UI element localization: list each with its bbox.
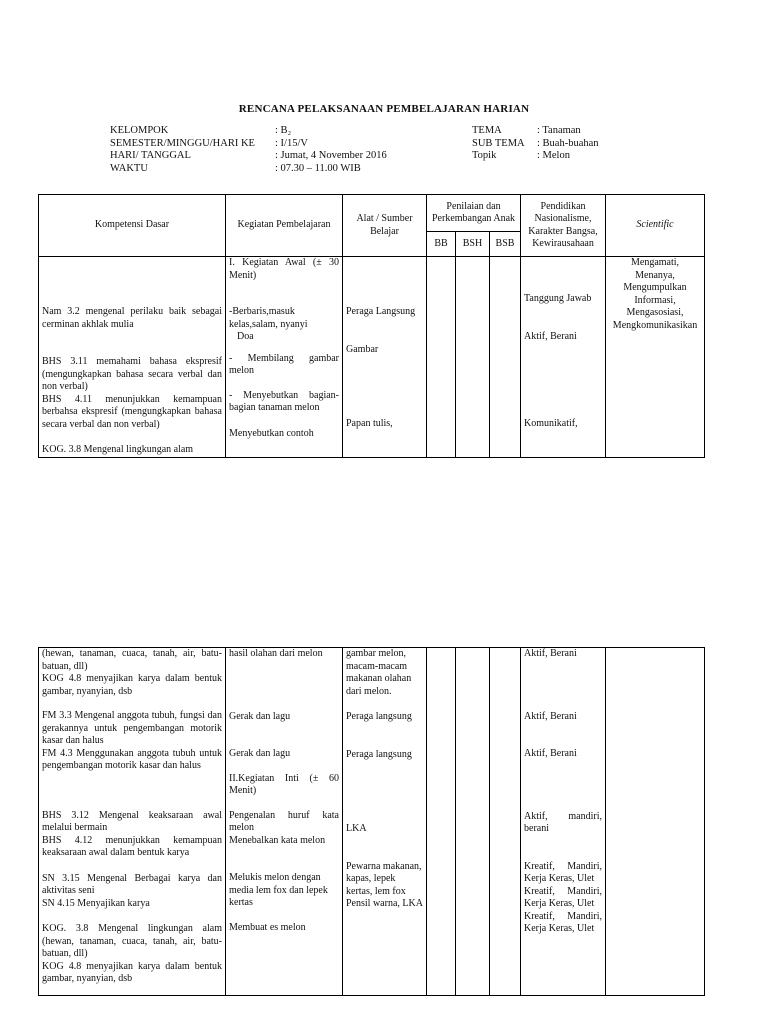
kd-item: KOG. 3.8 Mengenal lingkungan alam (hewan, tanaman, cuaca, tanah, air, batu-batuan, dll) — [42, 923, 222, 959]
sci-item: Mengkomunikasikan — [612, 319, 698, 331]
kp-item: - Membilang gambar melon — [229, 352, 339, 376]
kd-item: BHS 4.11 menunjukkan kemampuan berbahsa ekspresif (mengungkapkan bahasa secara verbal dan non verbal) — [42, 393, 222, 430]
info-label: WAKTU — [110, 162, 148, 174]
alat-item: Peraga Langsung — [346, 306, 416, 317]
alat-item: Pensil warna, LKA — [346, 898, 423, 909]
pn-item: Kreatif, Mandiri, Kerja Keras, Ulet — [524, 860, 602, 884]
header-penilaian: Penilaian dan Perkembangan Anak — [427, 195, 521, 232]
pn-cell — [521, 648, 606, 996]
kd-item: Nam 3.2 mengenal perilaku baik sebagai cerminan akhlak mulia — [42, 306, 222, 330]
pn-item: Kreatif, Mandiri, Kerja Keras, Ulet — [524, 910, 602, 934]
pn-item: Aktif, Berani — [524, 748, 577, 759]
alat-item: Peraga langsung — [346, 711, 412, 722]
kp-item: Gerak dan lagu — [229, 748, 291, 759]
alat-item: LKA — [346, 823, 367, 834]
bsb-cell — [490, 648, 521, 996]
kp-item: Pengenalan huruf kata melon — [229, 809, 339, 833]
info-value: : I/15/V — [275, 137, 308, 149]
rpph-table-page1 — [38, 194, 705, 458]
kd-item: SN 4.15 Menyajikan karya — [42, 897, 150, 909]
alat-item: Gambar — [346, 343, 379, 355]
kp-item: Menebalkan kata melon — [229, 834, 326, 846]
bsh-cell — [456, 648, 490, 996]
alat-item: Papan tulis, — [346, 418, 393, 429]
sci-cell — [606, 648, 705, 996]
kp-item: II.Kegiatan Inti (± 60 Menit) — [229, 772, 339, 796]
header-pendidikan-nasionalisme: Pendidikan Nasionalisme, Karakter Bangsa, Kewirausahaan — [521, 195, 606, 257]
info-value: : B₂ — [275, 125, 292, 136]
kp-item: -Berbaris,masuk kelas,salam, nyanyi — [229, 306, 308, 330]
header-bsh: BSH — [456, 232, 490, 257]
header-scientific: Scientific — [606, 195, 705, 257]
rpph-table-page2 — [38, 647, 705, 996]
info-label: SEMESTER/MINGGU/HARI KE — [110, 137, 255, 149]
kp-item: Melukis melon dengan media lem fox dan lepek kertas — [229, 872, 328, 908]
sci-cell — [606, 257, 705, 458]
kp-item: hasil olahan dari melon — [229, 648, 323, 659]
header-kompetensi-dasar: Kompetensi Dasar — [39, 195, 226, 257]
kd-item: BHS 3.12 Mengenal keaksaraan awal melalui bermain — [42, 809, 222, 833]
pn-cell — [521, 257, 606, 458]
header-kegiatan-pembelajaran: Kegiatan Pembelajaran — [226, 195, 343, 257]
kp-item: Gerak dan lagu — [229, 710, 291, 722]
kd-item: FM 3.3 Mengenal anggota tubuh, fungsi dan gerakannya untuk pengembangan motorik kasar dan halus — [42, 710, 222, 746]
info-value: : Melon — [537, 150, 570, 161]
kd-item: FM 4.3 Menggunakan anggota tubuh untuk pengembangan motorik kasar dan halus — [42, 747, 222, 771]
sci-item: Mengamati, — [630, 257, 680, 268]
kd-item: KOG 4.8 menyajikan karya dalam bentuk gambar, nyanyian, dsb — [42, 673, 222, 697]
bb-cell — [427, 648, 456, 996]
pn-item: Tanggung Jawab — [524, 293, 592, 304]
sci-item: Menanya, — [635, 269, 675, 281]
info-label: KELOMPOK — [110, 125, 169, 136]
kd-item: BHS 3.11 memahami bahasa ekspresif (mengungkapkan bahasa secara verbal dan non verbal) — [42, 356, 222, 392]
pn-item: Komunikatif, — [524, 418, 578, 429]
document-title: RENCANA PELAKSANAAN PEMBELAJARAN HARIAN — [238, 103, 530, 115]
pn-item: Aktif, mandiri, berani — [524, 810, 602, 834]
kd-cell — [39, 648, 226, 996]
alat-item: Pewarna makanan, kapas, lepek kertas, lem fox — [346, 860, 422, 897]
info-label: SUB TEMA — [472, 137, 525, 149]
info-value: : Jumat, 4 November 2016 — [275, 150, 387, 161]
bb-cell — [427, 257, 456, 458]
alat-cell — [343, 648, 427, 996]
info-left — [110, 125, 387, 175]
alat-item: Peraga langsung — [346, 748, 412, 760]
info-label: HARI/ TANGGAL — [110, 150, 191, 161]
kd-item: BHS 4.12 menunjukkan kemampuan keaksaraan awal dalam bentuk karya — [42, 834, 222, 858]
header-alat-sumber: Alat / Sumber Belajar — [343, 195, 427, 257]
sci-item: Mengasosiasi, — [626, 307, 684, 318]
header-bsb: BSB — [490, 232, 521, 257]
kd-cell — [39, 257, 226, 458]
kp-cell — [226, 257, 343, 458]
info-value: : Tanaman — [537, 125, 581, 136]
header-bb: BB — [427, 232, 456, 257]
sci-item: Mengumpulkan Informasi, — [623, 282, 687, 306]
kd-item: KOG 4.8 menyajikan karya dalam bentuk gambar, nyanyian, dsb — [42, 960, 222, 984]
info-value: : 07.30 – 11.00 WIB — [275, 162, 361, 174]
kp-cell — [226, 648, 343, 996]
alat-cell — [343, 257, 427, 458]
pn-item: Aktif, Berani — [524, 710, 577, 722]
kp-item: Membuat es melon — [229, 921, 306, 933]
bsb-cell — [490, 257, 521, 458]
pn-item: Aktif, Berani — [524, 330, 577, 342]
kd-item: (hewan, tanaman, cuaca, tanah, air, batu-batuan, dll) — [42, 648, 222, 672]
alat-item: gambar melon, macam-macam makanan olahan dari melon. — [346, 648, 412, 697]
kp-item: Menyebutkan contoh — [229, 427, 314, 439]
kp-item: Doa — [237, 331, 254, 342]
info-right — [472, 125, 599, 163]
kd-item: SN 3.15 Mengenal Berbagai karya dan aktivitas seni — [42, 872, 222, 896]
bsh-cell — [456, 257, 490, 458]
info-value: : Buah-buahan — [537, 137, 599, 149]
kp-item: I. Kegiatan Awal (± 30 Menit) — [229, 257, 339, 281]
info-label: Topik — [472, 150, 497, 161]
kp-item: - Menyebutkan bagian-bagian tanaman melon — [229, 389, 339, 413]
pn-item: Aktif, Berani — [524, 648, 577, 659]
kd-item: KOG. 3.8 Mengenal lingkungan alam — [42, 444, 194, 455]
pn-item: Kreatif, Mandiri, Kerja Keras, Ulet — [524, 885, 602, 909]
info-label: TEMA — [472, 125, 502, 136]
